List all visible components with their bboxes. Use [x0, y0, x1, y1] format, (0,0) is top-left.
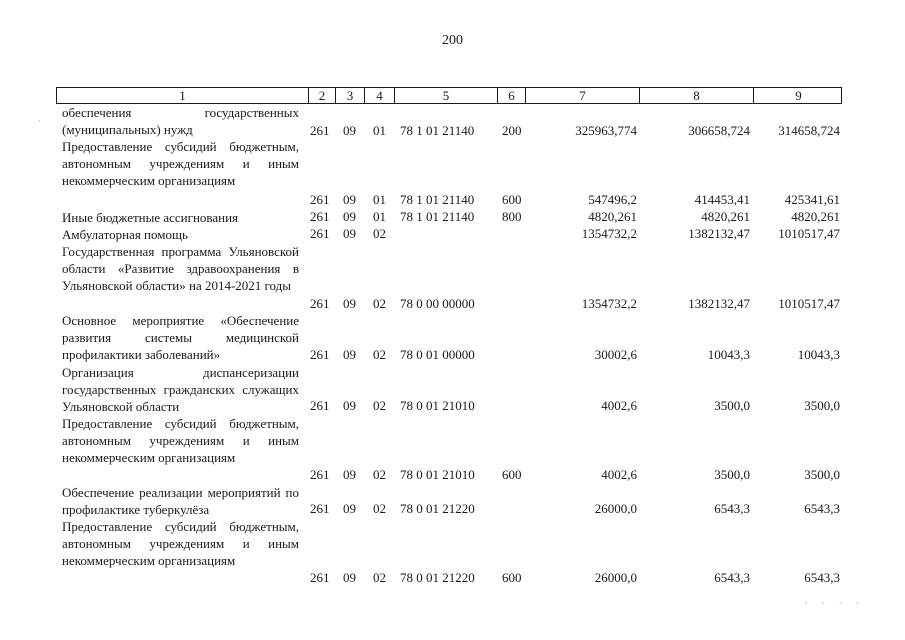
cell-col-6: 800	[502, 209, 522, 224]
cell-col-4: 02	[373, 347, 386, 362]
cell-col-4: 02	[373, 467, 386, 482]
cell-col-3: 09	[343, 226, 356, 241]
cell-col-2: 261	[310, 226, 330, 241]
header-col-1: 1	[179, 88, 186, 103]
cell-col-5: 78 0 01 21010	[400, 467, 475, 482]
cell-col-4: 01	[373, 209, 386, 224]
cell-col-8: 6543,3	[714, 501, 750, 516]
cell-col-2: 261	[310, 501, 330, 516]
cell-col-3: 09	[343, 192, 356, 207]
page-number: 200	[442, 33, 463, 48]
row-description: Обеспечение реализации мероприятий по профилактике туберкулёза	[62, 485, 299, 518]
row-description: Организация диспансеризации государственных гражданских служащих Ульяновской области	[62, 365, 299, 415]
cell-col-7: 4002,6	[601, 467, 637, 482]
cell-col-4: 02	[373, 570, 386, 585]
header-col-6: 6	[497, 88, 525, 103]
cell-col-2: 261	[310, 467, 330, 482]
cell-col-9: 10043,3	[797, 347, 840, 362]
cell-col-4: 02	[373, 501, 386, 516]
cell-col-5: 78 0 01 21220	[400, 570, 475, 585]
cell-col-9: 1010517,47	[778, 296, 840, 311]
header-col-4: 4	[364, 88, 394, 103]
cell-col-9: 425341,61	[784, 192, 840, 207]
cell-col-3: 09	[343, 347, 356, 362]
cell-col-2: 261	[310, 123, 330, 138]
row-description: обеспечения государственных (муниципальных) нужд	[62, 105, 299, 138]
cell-col-7: 1354732,2	[581, 296, 637, 311]
cell-col-7: 30002,6	[594, 347, 637, 362]
cell-col-3: 09	[343, 123, 356, 138]
cell-col-8: 3500,0	[714, 467, 750, 482]
header-col-2: 2	[308, 88, 335, 103]
cell-col-2: 261	[310, 398, 330, 413]
header-col-7: 7	[525, 88, 639, 103]
cell-col-6: 600	[502, 467, 522, 482]
cell-col-6: 600	[502, 570, 522, 585]
row-description: Государственная программа Ульяновской области «Развитие здравоохранения в Ульяновской области» на 2014-2021 годы	[62, 244, 299, 294]
header-col-9: 9	[753, 88, 843, 103]
cell-col-2: 261	[310, 296, 330, 311]
cell-col-7: 26000,0	[594, 501, 637, 516]
cell-col-6: 200	[502, 123, 522, 138]
cell-col-5: 78 0 01 21010	[400, 398, 475, 413]
cell-col-7: 547496,2	[588, 192, 637, 207]
cell-col-8: 414453,41	[694, 192, 750, 207]
cell-col-5: 78 1 01 21140	[400, 209, 475, 224]
cell-col-7: 4820,261	[588, 209, 637, 224]
cell-col-9: 6543,3	[804, 570, 840, 585]
cell-col-8: 4820,261	[701, 209, 750, 224]
cell-col-5: 78 0 00 00000	[400, 296, 475, 311]
cell-col-3: 09	[343, 398, 356, 413]
scan-speck: ·	[38, 117, 41, 126]
cell-col-8: 3500,0	[714, 398, 750, 413]
cell-col-5: 78 1 01 21140	[400, 192, 475, 207]
cell-col-8: 1382132,47	[688, 226, 750, 241]
cell-col-9: 3500,0	[804, 467, 840, 482]
cell-col-9: 3500,0	[804, 398, 840, 413]
row-description: Предоставление субсидий бюджетным, автономным учреждениям и иным некоммерческим организациям	[62, 416, 299, 466]
cell-col-7: 1354732,2	[581, 226, 637, 241]
cell-col-3: 09	[343, 570, 356, 585]
row-description: Предоставление субсидий бюджетным, автономным учреждениям и иным некоммерческим организациям	[62, 139, 299, 189]
cell-col-8: 10043,3	[707, 347, 750, 362]
cell-col-8: 1382132,47	[688, 296, 750, 311]
cell-col-9: 314658,724	[778, 123, 840, 138]
cell-col-3: 09	[343, 209, 356, 224]
cell-col-3: 09	[343, 501, 356, 516]
cell-col-5: 78 0 01 00000	[400, 347, 475, 362]
cell-col-2: 261	[310, 347, 330, 362]
table-header	[56, 87, 842, 104]
cell-col-5: 78 1 01 21140	[400, 123, 475, 138]
header-col-3: 3	[335, 88, 364, 103]
cell-col-6: 600	[502, 192, 522, 207]
cell-col-2: 261	[310, 192, 330, 207]
cell-col-7: 26000,0	[594, 570, 637, 585]
cell-col-5: 78 0 01 21220	[400, 501, 475, 516]
cell-col-8: 306658,724	[688, 123, 750, 138]
cell-col-4: 01	[373, 123, 386, 138]
cell-col-8: 6543,3	[714, 570, 750, 585]
cell-col-3: 09	[343, 467, 356, 482]
cell-col-9: 4820,261	[791, 209, 840, 224]
cell-col-4: 02	[373, 226, 386, 241]
cell-col-4: 01	[373, 192, 386, 207]
cell-col-4: 02	[373, 398, 386, 413]
cell-col-7: 325963,774	[575, 123, 637, 138]
cell-col-2: 261	[310, 570, 330, 585]
cell-col-9: 6543,3	[804, 501, 840, 516]
cell-col-3: 09	[343, 296, 356, 311]
row-description: Основное мероприятие «Обеспечение развития системы медицинской профилактики заболеваний»	[62, 313, 299, 363]
cell-col-9: 1010517,47	[778, 226, 840, 241]
header-col-5: 5	[394, 88, 497, 103]
row-description: Иные бюджетные ассигнования	[62, 210, 239, 225]
scan-specks: · · · ·	[804, 598, 865, 608]
row-description: Амбулаторная помощь	[62, 227, 188, 242]
header-col-8: 8	[639, 88, 753, 103]
cell-col-2: 261	[310, 209, 330, 224]
row-description: Предоставление субсидий бюджетным, автономным учреждениям и иным некоммерческим организациям	[62, 519, 299, 569]
cell-col-7: 4002,6	[601, 398, 637, 413]
cell-col-4: 02	[373, 296, 386, 311]
